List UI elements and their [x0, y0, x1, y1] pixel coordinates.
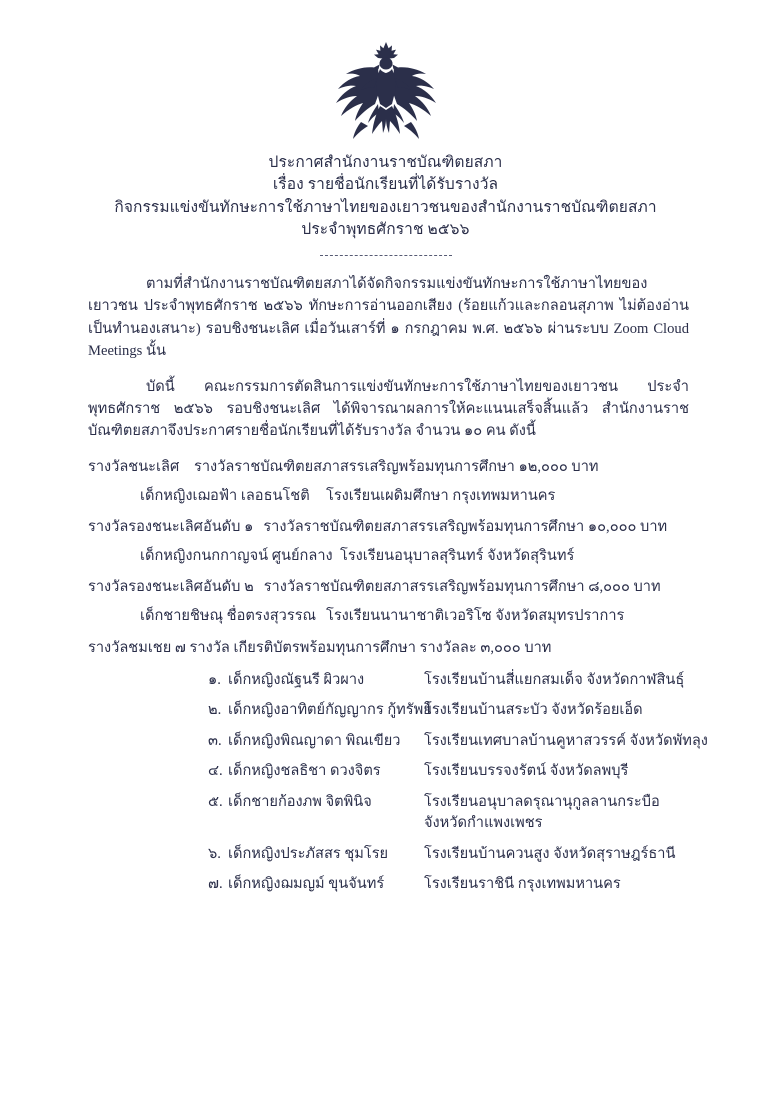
- list-item-school: โรงเรียนบ้านสี่แยกสมเด็จ จังหวัดกาฬสินธุ์: [424, 671, 685, 688]
- winner-name-first: เด็กหญิงเฌอฟ้า เลอธนโชติ: [140, 487, 310, 504]
- list-item-school: [424, 792, 689, 835]
- winner-school-third: โรงเรียนนานาชาติเวอริโซ จังหวัดสมุทรปราการ: [326, 607, 625, 624]
- list-item-student-name: เด็กหญิงชลธิชา ดวงจิตร: [228, 763, 381, 780]
- paragraph-2: [88, 376, 689, 443]
- list-item-school: โรงเรียนราชินี กรุงเทพมหานคร: [424, 876, 621, 893]
- award-row-second-prize: [88, 516, 689, 538]
- paragraph-1: [88, 273, 689, 363]
- paragraph-1-text: ตามที่สำนักงานราชบัณฑิตยสภาได้จัดกิจกรรมแข่งขันทักษะการใช้ภาษาไทยของเยาวชน ประจำพุทธศักราช ๒๕๖๖ ทักษะการอ่านออกเสียง (ร้อยแก้วและกลอนสุภาพ ไม่ต้องอ่านเป็นทำนองเสนาะ) รอบชิงชนะเลิศ เมื่อวันเสาร์ที่ ๑ กรกฎาคม พ.ศ. ๒๕๖๖ ผ่านระบบ Zoom Cloud Meetings นั้น: [88, 275, 689, 360]
- list-item: [208, 844, 689, 866]
- award-description-first: รางวัลราชบัณฑิตยสภาสรรเสริญพร้อมทุนการศึกษา ๑๒,๐๐๐ บาท: [194, 458, 599, 475]
- list-item-student-name: เด็กหญิงณัฐนรี ผิวผาง: [228, 671, 365, 688]
- award-label-second: รางวัลรองชนะเลิศอันดับ ๑: [88, 518, 254, 535]
- title-line-2: เรื่อง รายชื่อนักเรียนที่ได้รับรางวัล: [272, 176, 499, 194]
- title-line-3: กิจกรรมแข่งขันทักษะการใช้ภาษาไทยของเยาวชนของสำนักงานราชบัณฑิตยสภา: [114, 198, 657, 216]
- dashed-divider: [320, 255, 452, 256]
- list-item: [208, 874, 689, 896]
- consolation-prize-list: [88, 670, 708, 896]
- award-label-third: รางวัลรองชนะเลิศอันดับ ๒: [88, 578, 254, 595]
- award-winner-second: [88, 545, 689, 567]
- list-item: [208, 792, 689, 835]
- list-item-school-line-1: โรงเรียนอนุบาลดรุณานุกูลลานกระบือ: [424, 793, 660, 810]
- list-item-number: ๔.: [208, 763, 223, 780]
- award-description-second: รางวัลราชบัณฑิตยสภาสรรเสริญพร้อมทุนการศึกษา ๑๐,๐๐๐ บาท: [263, 518, 668, 535]
- list-item-student-name: เด็กหญิงฌมญม์ ขุนจันทร์: [228, 876, 385, 893]
- award-description-third: รางวัลราชบัณฑิตยสภาสรรเสริญพร้อมทุนการศึกษา ๘,๐๐๐ บาท: [263, 578, 661, 595]
- list-item: [208, 731, 708, 753]
- list-item-student-name: เด็กหญิงประภัสสร ชุมโรย: [228, 845, 389, 862]
- winner-school-first: โรงเรียนเผดิมศึกษา กรุงเทพมหานคร: [326, 487, 556, 504]
- list-item-number: ๒.: [208, 702, 222, 719]
- list-item: [208, 670, 689, 692]
- list-item: [208, 700, 689, 722]
- title-line-1: ประกาศสำนักงานราชบัณฑิตยสภา: [268, 154, 503, 171]
- list-item-school: โรงเรียนบ้านควนสูง จังหวัดสุราษฎร์ธานี: [424, 845, 676, 862]
- award-row-third-prize: [88, 576, 689, 598]
- list-item-number: ๓.: [208, 732, 222, 749]
- winner-name-third: เด็กชายชิษณุ ชื่อตรงสุวรรณ: [140, 607, 317, 624]
- consolation-prizes-heading: รางวัลชมเชย ๗ รางวัล เกียรติบัตรพร้อมทุนการศึกษา รางวัลละ ๓,๐๐๐ บาท: [88, 639, 552, 656]
- award-winner-first: [88, 485, 689, 507]
- document-title-block: [0, 152, 771, 242]
- awards-section: [88, 456, 708, 896]
- list-item-student-name: เด็กหญิงอาทิตย์กัญญากร กู้ทรัพย์: [228, 702, 432, 719]
- award-row-first-prize: [88, 456, 689, 478]
- list-item-number: ๗.: [208, 876, 223, 893]
- list-item-school-line-2: จังหวัดกำแพงเพชร: [424, 815, 543, 832]
- divider-container: [0, 255, 771, 256]
- list-item-number: ๕.: [208, 793, 223, 810]
- award-winner-third: [88, 605, 689, 627]
- list-item-student-name: เด็กหญิงพิณญาดา พิณเขียว: [228, 732, 401, 749]
- paragraph-2-text: บัดนี้ คณะกรรมการตัดสินการแข่งขันทักษะการใช้ภาษาไทยของเยาวชน ประจำพุทธศักราช ๒๕๖๖ รอบชิงชนะเลิศ ได้พิจารณาผลการให้คะแนนเสร็จสิ้นแล้ว สำนักงานราชบัณฑิตยสภาจึงประกาศรายชื่อนักเรียนที่ได้รับรางวัล จำนวน ๑๐ คน ดังนี้: [88, 378, 689, 440]
- title-line-4: ประจำพุทธศักราช ๒๕๖๖: [301, 221, 470, 239]
- list-item-student-name: เด็กชายก้องภพ จิตพินิจ: [228, 793, 372, 810]
- list-item: [208, 761, 689, 783]
- list-item-school: โรงเรียนเทศบาลบ้านคูหาสวรรค์ จังหวัดพัทลุง: [424, 732, 708, 749]
- document-body: [0, 273, 771, 896]
- list-item-number: ๑.: [208, 671, 221, 688]
- list-item-school: โรงเรียนบ้านสระบัว จังหวัดร้อยเอ็ด: [424, 702, 643, 719]
- list-item-number: ๖.: [208, 845, 221, 862]
- winner-school-second: โรงเรียนอนุบาลสุรินทร์ จังหวัดสุรินทร์: [340, 547, 575, 564]
- award-label-first: รางวัลชนะเลิศ: [88, 458, 180, 475]
- garuda-emblem: [330, 38, 442, 146]
- list-item-school: โรงเรียนบรรจงรัตน์ จังหวัดลพบุรี: [424, 763, 629, 780]
- winner-name-second: เด็กหญิงกนกกาญจน์ ศูนย์กลาง: [140, 547, 333, 564]
- emblem-container: [0, 0, 771, 146]
